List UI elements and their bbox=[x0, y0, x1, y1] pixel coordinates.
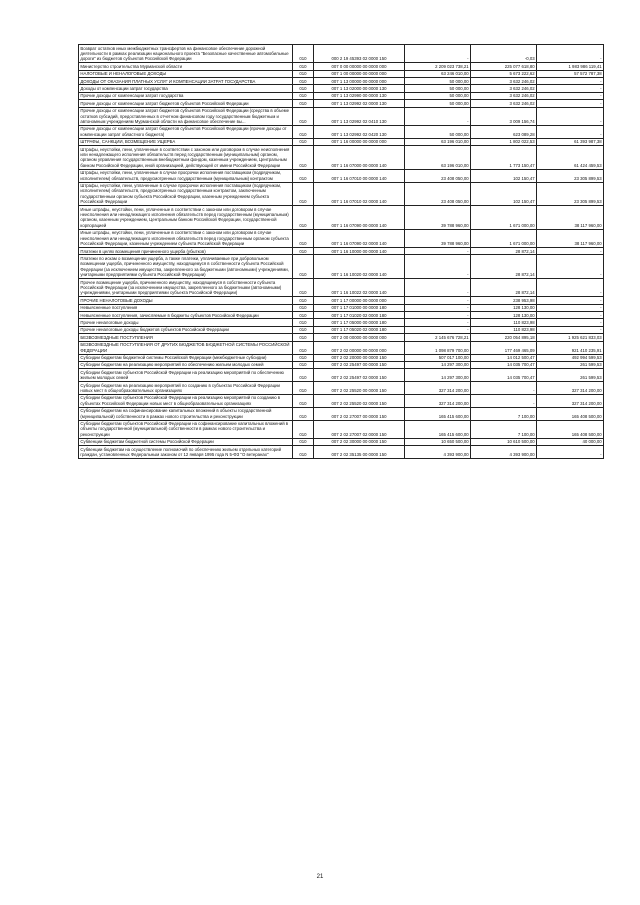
row-name-cell: Субвенции бюджетам на осуществление полномочий по обеспечению жильем отдельных категорий граждан, установленных Федеральным законом от 12 января 1995 года N 5-ФЗ "О ветеранах" bbox=[79, 446, 293, 459]
revenue-table-body bbox=[79, 45, 604, 459]
row-code-cell: 010 bbox=[293, 100, 314, 107]
row-name-cell: Иные штрафы, неустойки, пени, уплаченные в соответствии с законом или договором в случае неисполнения или ненадлежащего исполнения обязательств перед государственным органом субъекта Российской Федерации, казенным учреждением субъекта Российской Федерации bbox=[79, 229, 293, 247]
table-row bbox=[79, 341, 604, 354]
row-plan-cell: 165 415 600,00 bbox=[405, 420, 471, 438]
table-row bbox=[79, 248, 604, 255]
table-row bbox=[79, 138, 604, 145]
row-plan-cell: 10 650 500,00 bbox=[405, 438, 471, 445]
row-executed-cell: 3 632 246,02 bbox=[471, 78, 537, 85]
row-remainder-cell: - bbox=[537, 85, 604, 92]
row-executed-cell: 220 054 895,18 bbox=[471, 334, 537, 341]
row-remainder-cell: - bbox=[537, 125, 604, 138]
row-plan-cell: 23 408 050,00 bbox=[405, 182, 471, 206]
row-executed-cell: 110 823,98 bbox=[471, 326, 537, 333]
row-remainder-cell: - bbox=[537, 297, 604, 304]
row-executed-cell: 1 671 000,00 bbox=[471, 229, 537, 247]
row-executed-cell: 1 671 000,00 bbox=[471, 206, 537, 230]
row-code-cell: 010 bbox=[293, 138, 314, 145]
row-plan-cell: 50 000,00 bbox=[405, 78, 471, 85]
row-plan-cell: 2 209 023 738,21 bbox=[405, 63, 471, 70]
row-kbk-cell: 007 1 13 02992 02 0410 130 bbox=[314, 107, 405, 125]
row-executed-cell: 7 100,00 bbox=[471, 407, 537, 420]
row-kbk-cell: 007 2 00 00000 00 0000 000 bbox=[314, 334, 405, 341]
row-name-cell: Платежи по искам о возмещении ущерба, а также платежи, уплачиваемые при добровольном возмещении ущерба, причиненного имуществу, находящемуся в собственности субъекта Российской Федерации (за исключением имущества, закрепленного за бюджетными (автономными) учреждениями, унитарными предприятиями субъекта Российской Федерации) bbox=[79, 255, 293, 279]
row-name-cell: Прочие доходы от компенсации затрат бюджетов субъектов Российской Федерации bbox=[79, 100, 293, 107]
table-row bbox=[79, 407, 604, 420]
row-kbk-cell: 000 2 19 45393 02 0000 150 bbox=[314, 45, 405, 63]
row-remainder-cell: 165 408 500,00 bbox=[537, 420, 604, 438]
row-kbk-cell: 007 1 17 05020 02 0000 180 bbox=[314, 326, 405, 333]
row-plan-cell: - bbox=[405, 107, 471, 125]
row-name-cell: Субсидии бюджетам на реализацию мероприятий по созданию в субъектах Российской Федерации новых мест в общеобразовательных организациях bbox=[79, 382, 293, 395]
table-row bbox=[79, 169, 604, 182]
row-name-cell: Субсидии бюджетам субъектов Российской Федерации на реализацию мероприятий по созданию в субъектах Российской Федерации новых мест в общеобразовательных организациях bbox=[79, 394, 293, 407]
row-executed-cell: - bbox=[471, 394, 537, 407]
row-executed-cell: 5 673 222,62 bbox=[471, 70, 537, 77]
row-plan-cell: - bbox=[405, 319, 471, 326]
row-kbk-cell: 007 2 02 25497 02 0000 150 bbox=[314, 369, 405, 382]
row-name-cell: Штрафы, неустойки, пени, уплаченные в случае просрочки исполнения поставщиком (подрядчиком, исполнителем) обязательств, предусмотренных государственным (муниципальным) контрактом bbox=[79, 169, 293, 182]
row-executed-cell: - bbox=[471, 382, 537, 395]
row-code-cell: 010 bbox=[293, 229, 314, 247]
row-plan-cell: 63 246 010,00 bbox=[405, 70, 471, 77]
row-executed-cell: -0,03 bbox=[471, 45, 537, 63]
row-plan-cell: - bbox=[405, 312, 471, 319]
table-row bbox=[79, 361, 604, 368]
row-kbk-cell: 007 2 02 25520 02 0000 150 bbox=[314, 394, 405, 407]
row-name-cell: НАЛОГОВЫЕ И НЕНАЛОГОВЫЕ ДОХОДЫ bbox=[79, 70, 293, 77]
table-row bbox=[79, 382, 604, 395]
row-code-cell: 010 bbox=[293, 45, 314, 63]
row-plan-cell: 50 000,00 bbox=[405, 85, 471, 92]
row-code-cell: 010 bbox=[293, 334, 314, 341]
row-code-cell: 010 bbox=[293, 369, 314, 382]
row-executed-cell: 14 012 500,47 bbox=[471, 354, 537, 361]
row-code-cell: 010 bbox=[293, 304, 314, 311]
row-name-cell: БЕЗВОЗМЕЗДНЫЕ ПОСТУПЛЕНИЯ bbox=[79, 334, 293, 341]
row-kbk-cell: 007 1 17 01000 00 0000 180 bbox=[314, 304, 405, 311]
row-remainder-cell: 165 408 500,00 bbox=[537, 407, 604, 420]
row-remainder-cell: 23 305 899,53 bbox=[537, 182, 604, 206]
row-plan-cell: - bbox=[405, 279, 471, 297]
row-remainder-cell: 38 117 960,00 bbox=[537, 229, 604, 247]
row-kbk-cell: 007 1 13 02000 00 0000 130 bbox=[314, 85, 405, 92]
row-remainder-cell: 327 314 200,00 bbox=[537, 394, 604, 407]
table-row bbox=[79, 182, 604, 206]
row-kbk-cell: 007 1 16 00000 00 0000 000 bbox=[314, 138, 405, 145]
row-kbk-cell: 007 2 02 25520 00 0000 150 bbox=[314, 382, 405, 395]
row-executed-cell: 14 035 700,47 bbox=[471, 369, 537, 382]
row-remainder-cell: 492 994 599,53 bbox=[537, 354, 604, 361]
row-plan-cell: 50 000,00 bbox=[405, 125, 471, 138]
row-name-cell: Платежи в целях возмещения причиненного ущерба (убытков) bbox=[79, 248, 293, 255]
row-plan-cell: 2 145 676 728,21 bbox=[405, 334, 471, 341]
row-name-cell: Прочее возмещение ущерба, причиненного имуществу, находящемуся в собственности субъекта Российской Федерации (за исключением имущества, закрепленного за бюджетными (автономными) учреждениями, унитарными предприятиями субъекта Российской Федерации) bbox=[79, 279, 293, 297]
row-code-cell: 010 bbox=[293, 446, 314, 459]
row-name-cell: ДОХОДЫ ОТ ОКАЗАНИЯ ПЛАТНЫХ УСЛУГ И КОМПЕНСАЦИИ ЗАТРАТ ГОСУДАРСТВА bbox=[79, 78, 293, 85]
row-plan-cell: 63 196 010,00 bbox=[405, 146, 471, 170]
table-row bbox=[79, 45, 604, 63]
row-plan-cell: 50 000,00 bbox=[405, 100, 471, 107]
row-kbk-cell: 007 1 17 05000 00 0000 180 bbox=[314, 319, 405, 326]
row-remainder-cell: 40 000,00 bbox=[537, 438, 604, 445]
row-remainder-cell: - bbox=[537, 45, 604, 63]
row-remainder-cell: 38 117 960,00 bbox=[537, 206, 604, 230]
row-executed-cell: 623 089,28 bbox=[471, 125, 537, 138]
row-plan-cell: 165 415 600,00 bbox=[405, 407, 471, 420]
row-plan-cell: 327 314 200,00 bbox=[405, 382, 471, 395]
row-executed-cell: 28 872,14 bbox=[471, 248, 537, 255]
table-row bbox=[79, 85, 604, 92]
row-code-cell: 010 bbox=[293, 312, 314, 319]
row-code-cell: 010 bbox=[293, 361, 314, 368]
table-row bbox=[79, 334, 604, 341]
table-row bbox=[79, 312, 604, 319]
table-row bbox=[79, 255, 604, 279]
row-code-cell: 010 bbox=[293, 319, 314, 326]
table-row bbox=[79, 394, 604, 407]
row-executed-cell: 1 802 022,53 bbox=[471, 138, 537, 145]
revenue-table bbox=[78, 44, 604, 459]
row-name-cell: Субсидии бюджетам на реализацию мероприятий по обеспечению жильем молодых семей bbox=[79, 361, 293, 368]
row-kbk-cell: 007 2 02 25497 00 0000 150 bbox=[314, 361, 405, 368]
row-plan-cell: 23 408 050,00 bbox=[405, 169, 471, 182]
row-executed-cell: 110 823,98 bbox=[471, 319, 537, 326]
row-remainder-cell: 261 599,53 bbox=[537, 361, 604, 368]
row-remainder-cell: 1 983 986 119,41 bbox=[537, 63, 604, 70]
row-kbk-cell: 007 2 02 00000 00 0000 000 bbox=[314, 341, 405, 354]
row-remainder-cell: - bbox=[537, 304, 604, 311]
row-remainder-cell: - bbox=[537, 255, 604, 279]
row-name-cell: Невыясненные поступления, зачисляемые в бюджеты субъектов Российской Федерации bbox=[79, 312, 293, 319]
row-executed-cell: 1 773 150,47 bbox=[471, 146, 537, 170]
row-kbk-cell: 007 1 16 07000 00 0000 140 bbox=[314, 146, 405, 170]
row-plan-cell: 39 788 960,00 bbox=[405, 206, 471, 230]
row-kbk-cell: 007 1 13 00000 00 0000 000 bbox=[314, 78, 405, 85]
row-name-cell: ШТРАФЫ, САНКЦИИ, ВОЗМЕЩЕНИЕ УЩЕРБА bbox=[79, 138, 293, 145]
table-row bbox=[79, 100, 604, 107]
row-code-cell: 010 bbox=[293, 107, 314, 125]
row-plan-cell: - bbox=[405, 326, 471, 333]
row-kbk-cell: 007 1 17 01020 02 0000 180 bbox=[314, 312, 405, 319]
row-code-cell: 010 bbox=[293, 78, 314, 85]
table-row bbox=[79, 92, 604, 99]
row-code-cell: 010 bbox=[293, 92, 314, 99]
row-name-cell: БЕЗВОЗМЕЗДНЫЕ ПОСТУПЛЕНИЯ ОТ ДРУГИХ БЮДЖЕТОВ БЮДЖЕТНОЙ СИСТЕМЫ РОССИЙСКОЙ ФЕДЕРАЦИИ bbox=[79, 341, 293, 354]
table-row bbox=[79, 63, 604, 70]
table-row bbox=[79, 326, 604, 333]
table-row bbox=[79, 354, 604, 361]
row-remainder-cell: - bbox=[537, 248, 604, 255]
row-kbk-cell: 007 1 16 10000 00 0000 140 bbox=[314, 248, 405, 255]
row-code-cell: 010 bbox=[293, 125, 314, 138]
row-code-cell: 010 bbox=[293, 146, 314, 170]
row-name-cell: Прочие неналоговые доходы бюджетов субъектов Российской Федерации bbox=[79, 326, 293, 333]
row-executed-cell: 10 610 500,00 bbox=[471, 438, 537, 445]
row-remainder-cell: - bbox=[537, 326, 604, 333]
row-executed-cell: 3 632 246,02 bbox=[471, 100, 537, 107]
row-kbk-cell: 007 2 02 27007 00 0000 150 bbox=[314, 407, 405, 420]
row-plan-cell: 507 017 100,00 bbox=[405, 354, 471, 361]
row-code-cell: 010 bbox=[293, 85, 314, 92]
row-name-cell: Невыясненные поступления bbox=[79, 304, 293, 311]
row-code-cell: 010 bbox=[293, 407, 314, 420]
row-plan-cell: - bbox=[405, 297, 471, 304]
row-kbk-cell: 007 2 02 27007 02 0000 150 bbox=[314, 420, 405, 438]
row-remainder-cell: - bbox=[537, 92, 604, 99]
row-code-cell: 010 bbox=[293, 63, 314, 70]
row-name-cell: Министерство строительства Мурманской области bbox=[79, 63, 293, 70]
row-name-cell: Иные штрафы, неустойки, пени, уплаченные в соответствии с законом или договором в случае неисполнения или ненадлежащего исполнения обязательств перед государственным (муниципальным) органом, казенным учреждением, Центральным банком Российской Федерации, государственной корпорацией bbox=[79, 206, 293, 230]
page-number: 21 bbox=[316, 874, 324, 880]
table-row bbox=[79, 279, 604, 297]
table-row bbox=[79, 146, 604, 170]
row-name-cell: Прочие доходы от компенсации затрат государства bbox=[79, 92, 293, 99]
row-executed-cell: 102 150,47 bbox=[471, 169, 537, 182]
row-name-cell: Субсидии бюджетам на софинансирование капитальных вложений в объекты государственной (муниципальной) собственности в рамках нового строительства и реконструкции bbox=[79, 407, 293, 420]
row-name-cell: Субвенции бюджетам бюджетной системы Российской Федерации bbox=[79, 438, 293, 445]
table-row bbox=[79, 125, 604, 138]
row-code-cell: 010 bbox=[293, 182, 314, 206]
row-plan-cell: 50 000,00 bbox=[405, 92, 471, 99]
table-row bbox=[79, 438, 604, 445]
row-remainder-cell: 921 410 235,91 bbox=[537, 341, 604, 354]
row-remainder-cell: 61 424 459,53 bbox=[537, 146, 604, 170]
row-executed-cell: 28 872,14 bbox=[471, 279, 537, 297]
row-kbk-cell: 007 1 13 02990 00 0000 130 bbox=[314, 92, 405, 99]
row-kbk-cell: 007 2 02 20000 00 0000 150 bbox=[314, 354, 405, 361]
row-kbk-cell: 007 2 02 35135 00 0000 150 bbox=[314, 446, 405, 459]
row-name-cell: ПРОЧИЕ НЕНАЛОГОВЫЕ ДОХОДЫ bbox=[79, 297, 293, 304]
row-executed-cell: 3 632 246,02 bbox=[471, 92, 537, 99]
row-executed-cell: 4 393 900,00 bbox=[471, 446, 537, 459]
row-plan-cell: 14 297 300,00 bbox=[405, 361, 471, 368]
row-code-cell: 010 bbox=[293, 70, 314, 77]
row-remainder-cell: - bbox=[537, 279, 604, 297]
row-code-cell: 010 bbox=[293, 326, 314, 333]
row-executed-cell: 7 100,00 bbox=[471, 420, 537, 438]
row-code-cell: 010 bbox=[293, 206, 314, 230]
row-remainder-cell: 261 599,53 bbox=[537, 369, 604, 382]
row-executed-cell: 128 130,00 bbox=[471, 312, 537, 319]
table-row bbox=[79, 229, 604, 247]
row-remainder-cell: 23 305 899,53 bbox=[537, 169, 604, 182]
row-executed-cell: 177 469 465,09 bbox=[471, 341, 537, 354]
row-plan-cell: 14 297 300,00 bbox=[405, 369, 471, 382]
row-remainder-cell: 61 393 987,38 bbox=[537, 138, 604, 145]
table-row bbox=[79, 70, 604, 77]
table-row bbox=[79, 319, 604, 326]
row-kbk-cell: 007 1 16 07010 00 0000 140 bbox=[314, 169, 405, 182]
row-remainder-cell: 57 572 787,38 bbox=[537, 70, 604, 77]
row-name-cell: Субсидии бюджетам субъектов Российской Федерации на реализацию мероприятий по обеспечению жильем молодых семей bbox=[79, 369, 293, 382]
row-kbk-cell: 007 1 13 02992 02 0000 130 bbox=[314, 100, 405, 107]
row-remainder-cell: - bbox=[537, 78, 604, 85]
row-plan-cell: 1 098 879 700,00 bbox=[405, 341, 471, 354]
row-remainder-cell: 327 314 200,00 bbox=[537, 382, 604, 395]
row-kbk-cell: 007 0 00 00000 00 0000 000 bbox=[314, 63, 405, 70]
row-code-cell: 010 bbox=[293, 394, 314, 407]
row-kbk-cell: 007 1 16 07090 02 0000 140 bbox=[314, 229, 405, 247]
table-row bbox=[79, 304, 604, 311]
row-kbk-cell: 007 1 17 00000 00 0000 000 bbox=[314, 297, 405, 304]
row-name-cell: Прочие доходы от компенсации затрат бюджетов субъектов Российской Федерации (средства в объеме остатков субсидий, предоставленных в отчетном финансовом году государственным бюджетным и автономным учреждениям Мурманской области на финансовое обеспечение вы... bbox=[79, 107, 293, 125]
row-plan-cell: - bbox=[405, 304, 471, 311]
row-plan-cell: - bbox=[405, 255, 471, 279]
row-name-cell: Штрафы, неустойки, пени, уплаченные в соответствии с законом или договором в случае неисполнения или ненадлежащего исполнения обязательств перед государственным (муниципальным) органом, органом управления государственным внебюджетным фондом, казенным учреждением, Центральным банком Российской Федерации, иной организацией, действующей от имени Российской Федерации bbox=[79, 146, 293, 170]
row-name-cell: Прочие неналоговые доходы bbox=[79, 319, 293, 326]
row-code-cell: 010 bbox=[293, 420, 314, 438]
row-executed-cell: 128 130,00 bbox=[471, 304, 537, 311]
table-row bbox=[79, 420, 604, 438]
row-executed-cell: 14 035 700,47 bbox=[471, 361, 537, 368]
row-kbk-cell: 007 2 02 30000 00 0000 150 bbox=[314, 438, 405, 445]
row-kbk-cell: 007 1 13 02992 02 0420 130 bbox=[314, 125, 405, 138]
row-executed-cell: 238 953,98 bbox=[471, 297, 537, 304]
table-row bbox=[79, 297, 604, 304]
row-name-cell: Субсидии бюджетам субъектов Российской Федерации на софинансирование капитальных вложений в объекты государственной (муниципальной) собственности в рамках нового строительства и реконструкции bbox=[79, 420, 293, 438]
row-name-cell: Штрафы, неустойки, пени, уплаченные в случае просрочки исполнения поставщиком (подрядчиком, исполнителем) обязательств, предусмотренных государственным контрактом, заключенным государственным органом субъекта Российской Федерации, казенным учреждением субъекта Российской Федерации bbox=[79, 182, 293, 206]
row-kbk-cell: 007 1 16 10022 02 0000 140 bbox=[314, 279, 405, 297]
row-kbk-cell: 007 1 16 10020 02 0000 140 bbox=[314, 255, 405, 279]
row-executed-cell: 102 150,47 bbox=[471, 182, 537, 206]
row-remainder-cell: - bbox=[537, 312, 604, 319]
row-executed-cell: 225 077 618,80 bbox=[471, 63, 537, 70]
table-row bbox=[79, 206, 604, 230]
row-kbk-cell: 007 1 16 07090 00 0000 140 bbox=[314, 206, 405, 230]
table-row bbox=[79, 107, 604, 125]
row-kbk-cell: 007 1 16 07010 02 0000 140 bbox=[314, 182, 405, 206]
row-executed-cell: 28 872,14 bbox=[471, 255, 537, 279]
row-executed-cell: 3 009 156,74 bbox=[471, 107, 537, 125]
row-plan-cell: - bbox=[405, 248, 471, 255]
row-code-cell: 010 bbox=[293, 297, 314, 304]
row-plan-cell: 39 788 960,00 bbox=[405, 229, 471, 247]
row-plan-cell: - bbox=[405, 45, 471, 63]
row-executed-cell: 3 632 246,02 bbox=[471, 85, 537, 92]
row-remainder-cell: - bbox=[537, 107, 604, 125]
row-code-cell: 010 bbox=[293, 169, 314, 182]
row-remainder-cell: - bbox=[537, 446, 604, 459]
row-plan-cell: 4 393 900,00 bbox=[405, 446, 471, 459]
row-remainder-cell: 1 925 621 833,03 bbox=[537, 334, 604, 341]
row-remainder-cell: - bbox=[537, 319, 604, 326]
row-name-cell: Прочие доходы от компенсации затрат бюджетов субъектов Российской Федерации (прочие доходы от компенсации затрат областного бюджета) bbox=[79, 125, 293, 138]
row-code-cell: 010 bbox=[293, 248, 314, 255]
row-name-cell: Доходы от компенсации затрат государства bbox=[79, 85, 293, 92]
row-code-cell: 010 bbox=[293, 354, 314, 361]
row-code-cell: 010 bbox=[293, 341, 314, 354]
table-row bbox=[79, 78, 604, 85]
table-row bbox=[79, 369, 604, 382]
row-code-cell: 010 bbox=[293, 382, 314, 395]
row-remainder-cell: - bbox=[537, 100, 604, 107]
row-kbk-cell: 007 1 00 00000 00 0000 000 bbox=[314, 70, 405, 77]
row-plan-cell: 63 196 010,00 bbox=[405, 138, 471, 145]
row-code-cell: 010 bbox=[293, 255, 314, 279]
table-row bbox=[79, 446, 604, 459]
row-name-cell: Субсидии бюджетам бюджетной системы Российской Федерации (межбюджетные субсидии) bbox=[79, 354, 293, 361]
row-code-cell: 010 bbox=[293, 438, 314, 445]
row-plan-cell: 327 314 200,00 bbox=[405, 394, 471, 407]
row-name-cell: Возврат остатков иных межбюджетных трансфертов на финансовое обеспечение дорожной деятельности в рамках реализации национального проекта "Безопасные качественные автомобильные дороги" из бюджетов субъектов Российской Федерации bbox=[79, 45, 293, 63]
row-code-cell: 010 bbox=[293, 279, 314, 297]
